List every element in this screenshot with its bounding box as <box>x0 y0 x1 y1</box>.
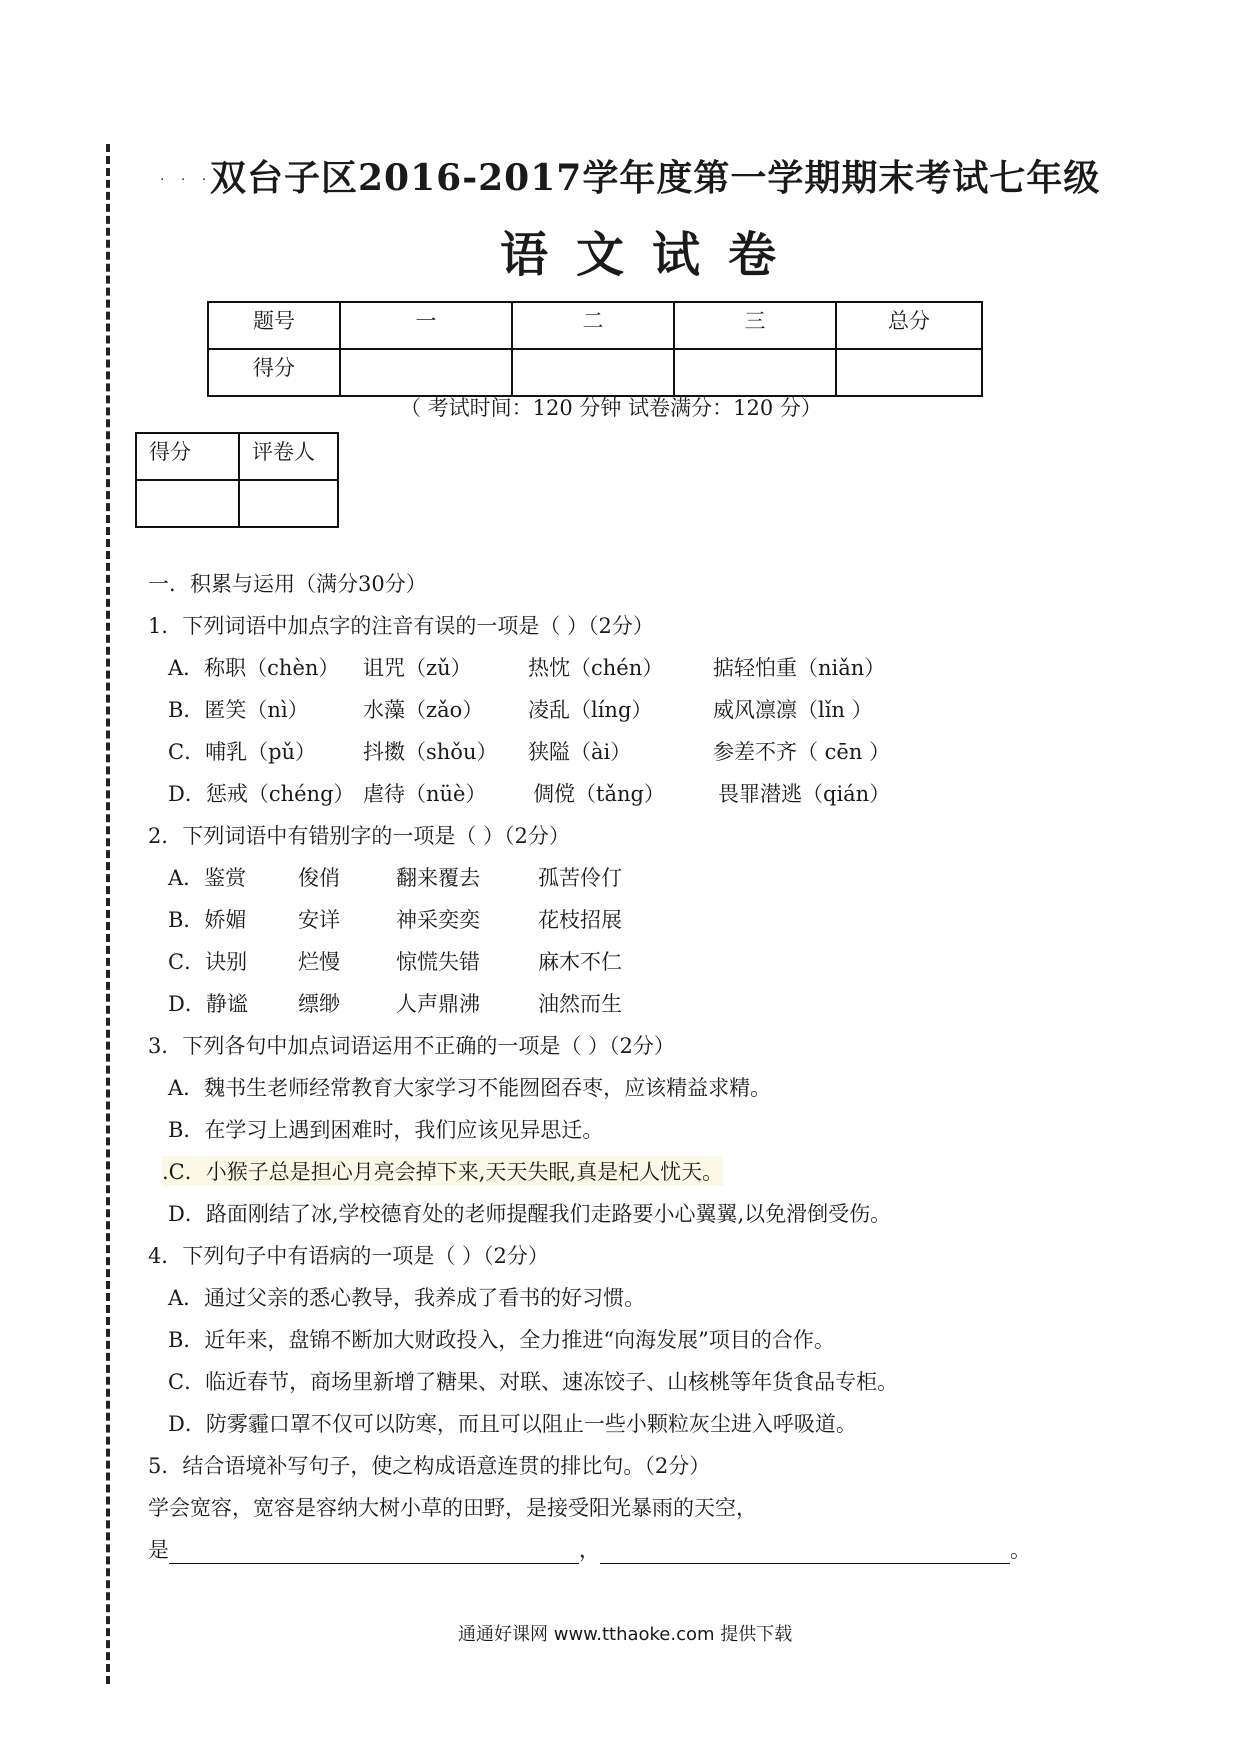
grader-name-label: 评卷人 <box>239 433 338 480</box>
score-table-header-row <box>208 302 982 349</box>
option-text: 虐待（nüè） <box>363 782 487 806</box>
option-text: C．哺乳（pǔ） <box>168 740 317 764</box>
exam-info: （ 考试时间：120 分钟 试卷满分：120 分） <box>400 396 822 420</box>
score-table <box>207 301 983 397</box>
option-text: B．娇媚 <box>168 908 247 932</box>
answer-blank-1[interactable] <box>169 1543 579 1564</box>
binding-dashed-line <box>106 144 110 1684</box>
question-5-stem: 5．结合语境补写句子，使之构成语意连贯的排比句。（2分） <box>148 1454 711 1478</box>
score-table-header: 总分 <box>836 302 982 349</box>
option-text: 参差不齐（ cēn ） <box>713 740 891 764</box>
grader-score-cell[interactable] <box>136 480 239 527</box>
header-dots: . . . <box>160 168 213 184</box>
option-text: 威风凛凛（lǐn ） <box>713 698 873 722</box>
question-3-option: D．路面刚结了冰,学校德育处的老师提醒我们走路要小心翼翼,以免滑倒受伤。 <box>168 1202 892 1226</box>
option-text: 烂慢 <box>298 950 340 974</box>
option-text: D．惩戒（chéng） <box>168 782 355 806</box>
question-3-option: A．魏书生老师经常教育大家学习不能囫囵吞枣，应该精益求精。 <box>168 1076 772 1100</box>
question-4-option: C．临近春节，商场里新增了糖果、对联、速冻饺子、山核桃等年货食品专柜。 <box>168 1370 899 1394</box>
option-text: 诅咒（zǔ） <box>363 656 472 680</box>
option-text: 缥缈 <box>298 992 340 1016</box>
grader-table-input-row <box>136 480 338 527</box>
question-5-context: 学会宽容，宽容是容纳大树小草的田野，是接受阳光暴雨的天空， <box>148 1496 757 1520</box>
option-text: 安详 <box>298 908 340 932</box>
score-table-header: 题号 <box>208 302 340 349</box>
option-text: 花枝招展 <box>538 908 622 932</box>
score-table-score-row <box>208 349 982 396</box>
option-text: 麻木不仁 <box>538 950 622 974</box>
score-cell[interactable] <box>340 349 512 396</box>
score-cell[interactable] <box>836 349 982 396</box>
option-text: 惊慌失错 <box>396 950 480 974</box>
option-text: 翻来覆去 <box>396 866 480 890</box>
grader-score-label: 得分 <box>136 433 239 480</box>
option-text: 凌乱（líng） <box>528 698 653 722</box>
question-2-stem: 2．下列词语中有错别字的一项是（ ）（2分） <box>148 824 570 848</box>
score-cell[interactable] <box>512 349 674 396</box>
option-text: A．称职（chèn） <box>168 656 340 680</box>
score-table-row-label: 得分 <box>208 349 340 396</box>
score-table-header: 三 <box>674 302 836 349</box>
answer-end: 。 <box>1010 1538 1031 1562</box>
option-text: 掂轻怕重（niǎn） <box>713 656 886 680</box>
option-text: A．鉴赏 <box>168 866 247 890</box>
option-text: 孤苦伶仃 <box>538 866 622 890</box>
option-text: C．诀别 <box>168 950 248 974</box>
question-1-stem: 1．下列词语中加点字的注音有误的一项是（ ）（2分） <box>148 614 654 638</box>
question-3-option: B．在学习上遇到困难时，我们应该见异思迁。 <box>168 1118 604 1142</box>
question-3-stem: 3．下列各句中加点词语运用不正确的一项是（ ）（2分） <box>148 1034 675 1058</box>
question-3-option: .C．小猴子总是担心月亮会掉下来,天天失眠,真是杞人忧天。 <box>162 1156 723 1186</box>
option-text: 畏罪潜逃（qián） <box>718 782 891 806</box>
answer-blank-2[interactable] <box>600 1543 1010 1564</box>
footer-source: 通通好课网 www.tthaoke.com 提供下载 <box>458 1624 793 1645</box>
option-text: 俊俏 <box>298 866 340 890</box>
answer-comma: ， <box>579 1538 600 1562</box>
section-title: 一．积累与运用（满分30分） <box>148 572 427 596</box>
grader-table-header-row <box>136 433 338 480</box>
grader-name-cell[interactable] <box>239 480 338 527</box>
question-4-stem: 4．下列句子中有语病的一项是（ ）（2分） <box>148 1244 549 1268</box>
option-text: D．静谧 <box>168 992 248 1016</box>
score-table-header: 一 <box>340 302 512 349</box>
option-text: 人声鼎沸 <box>396 992 480 1016</box>
option-text: 热忱（chén） <box>528 656 664 680</box>
option-text: 水藻（zǎo） <box>363 698 484 722</box>
answer-prefix: 是 <box>148 1538 169 1562</box>
option-text: B．匿笑（nì） <box>168 698 309 722</box>
grader-table <box>135 432 339 528</box>
score-cell[interactable] <box>674 349 836 396</box>
question-4-option: A．通过父亲的悉心教导，我养成了看书的好习惯。 <box>168 1286 646 1310</box>
option-text: 抖擞（shǒu） <box>363 740 498 764</box>
question-4-option: D．防雾霾口罩不仅可以防寒，而且可以阻止一些小颗粒灰尘进入呼吸道。 <box>168 1412 857 1436</box>
option-text: 倜傥（tǎng） <box>533 782 665 806</box>
score-table-header: 二 <box>512 302 674 349</box>
question-4-option: B．近年来，盘锦不断加大财政投入，全力推进“向海发展”项目的合作。 <box>168 1328 835 1352</box>
option-text: 狭隘（ài） <box>528 740 632 764</box>
option-text: 油然而生 <box>538 992 622 1016</box>
exam-subject-title: 语文试卷 <box>500 227 805 283</box>
option-text: 神采奕奕 <box>396 908 480 932</box>
exam-header-title: 双台子区2016-2017学年度第一学期期末考试七年级 <box>210 157 1101 199</box>
question-5-answer-line <box>148 1534 1031 1564</box>
